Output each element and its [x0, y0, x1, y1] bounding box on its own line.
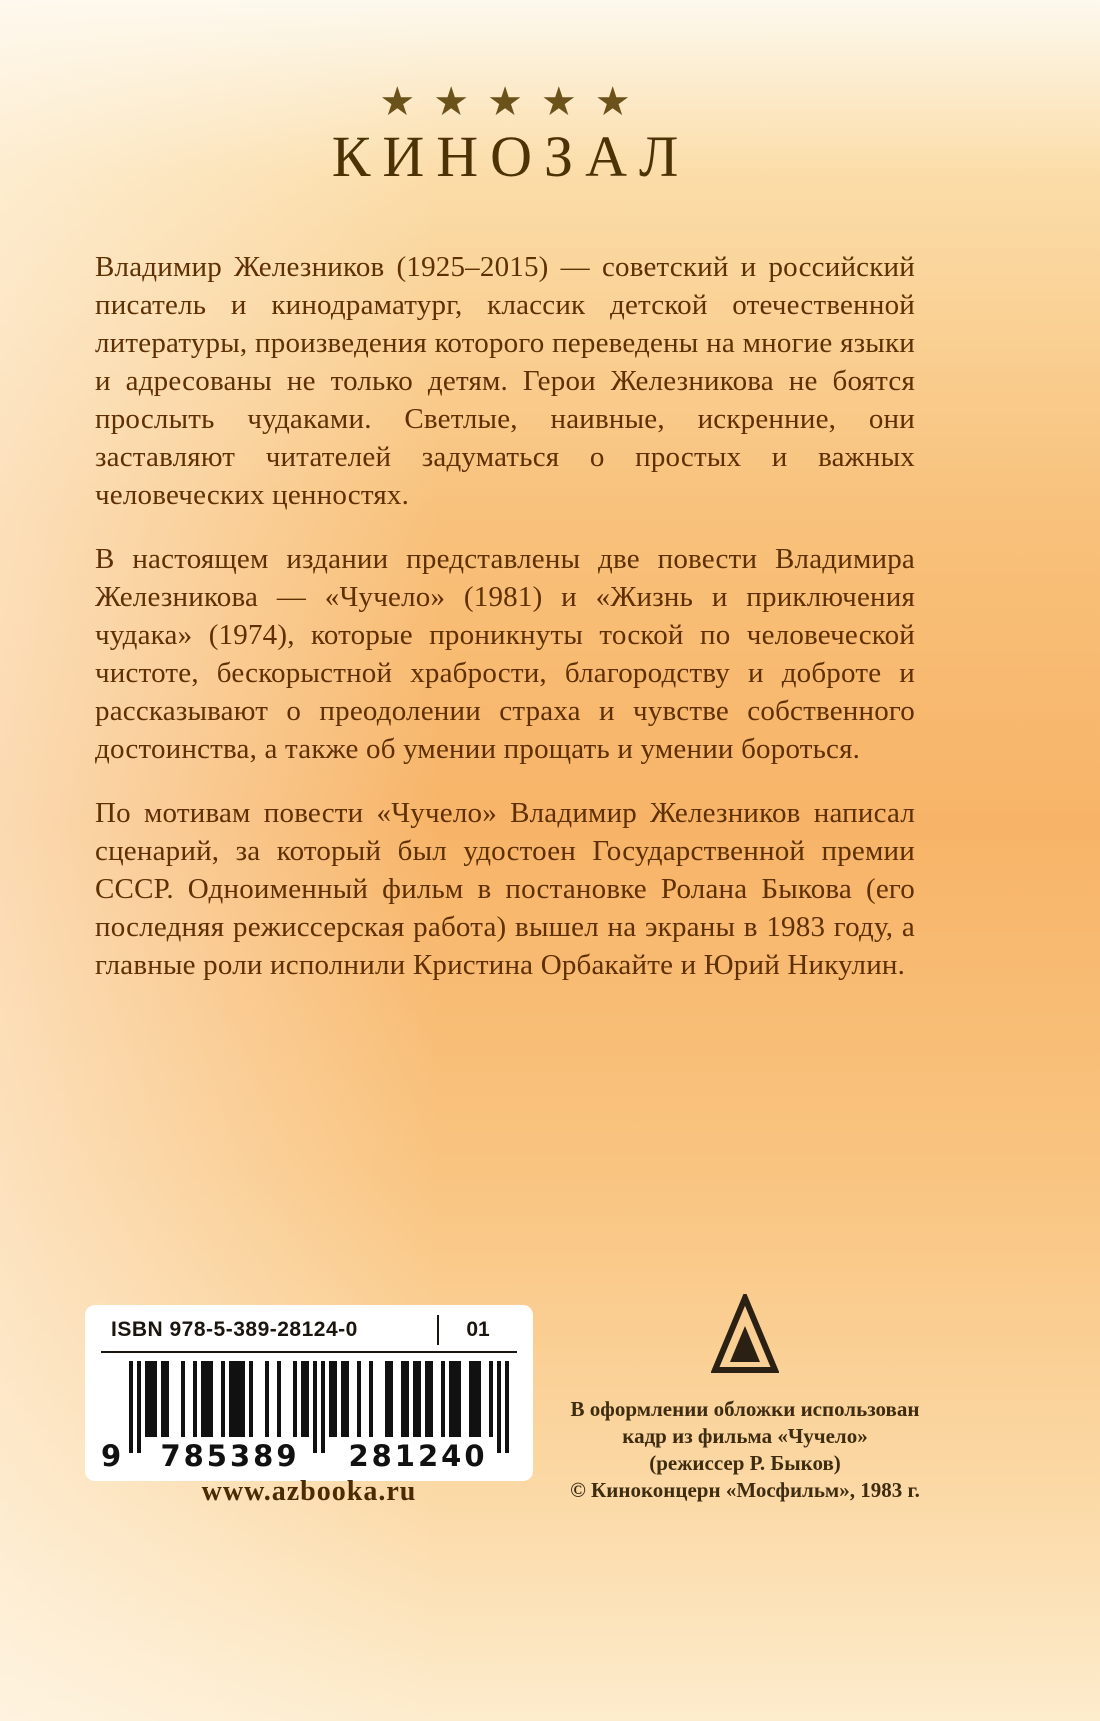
credit-line: В оформлении обложки использован	[570, 1397, 920, 1421]
series-title: КИНОЗАЛ	[331, 124, 691, 189]
barcode-digit-group-2: 281240	[348, 1439, 488, 1473]
annotation-text	[95, 248, 915, 1010]
publisher-website: www.azbooka.ru	[201, 1476, 417, 1507]
paragraph-author-bio: Владимир Железников (1925–2015) — советский и российский писатель и кинодраматург, классик детской отечественной литературы, произведения которого переведены на многие языки и адресованы не только детям. Герои Железникова не боятся прослыть чудаками. Светлые, наивные, искренние, они заставляют читателей задуматься о простых и важных человеческих ценностях.	[95, 251, 915, 511]
barcode-digit-group-1: 785389	[160, 1439, 300, 1473]
ean13-barcode	[101, 1361, 509, 1473]
paragraph-edition-info: В настоящем издании представлены две повести Владимира Железникова — «Чучело» (1981) и «Жизнь и приключения чудака» (1974), которые проникнуты тоской по человеческой чистоте, бескорыстной храбрости, благородству и доброте и рассказывают о преодолении страха и чувстве собственного достоинства, а также об умении прощать и умении бороться.	[95, 543, 915, 765]
isbn-row	[101, 1315, 517, 1353]
credit-line: © Киноконцерн «Мосфильм», 1983 г.	[570, 1478, 920, 1502]
barcode-block	[85, 1305, 533, 1481]
credit-line: (режиссер Р. Быков)	[649, 1451, 841, 1475]
cover-credits	[515, 1396, 975, 1504]
barcode-addon-code: 01	[437, 1315, 517, 1345]
stars-decoration: ★★★★★	[379, 79, 649, 124]
paragraph-film-info: По мотивам повести «Чучело» Владимир Железников написал сценарий, за который был удостоен Государственной премии СССР. Одноименный фильм в постановке Ролана Быкова (его последняя режиссерская работа) вышел на экраны в 1983 году, а главные роли исполнили Кристина Орбакайте и Юрий Никулин.	[95, 797, 915, 981]
barcode-digit-first: 9	[101, 1439, 122, 1473]
credit-line: кадр из фильма «Чучело»	[622, 1424, 868, 1448]
isbn-label: ISBN 978-5-389-28124-0	[111, 1318, 358, 1341]
azbooka-logo-icon	[711, 1294, 779, 1374]
